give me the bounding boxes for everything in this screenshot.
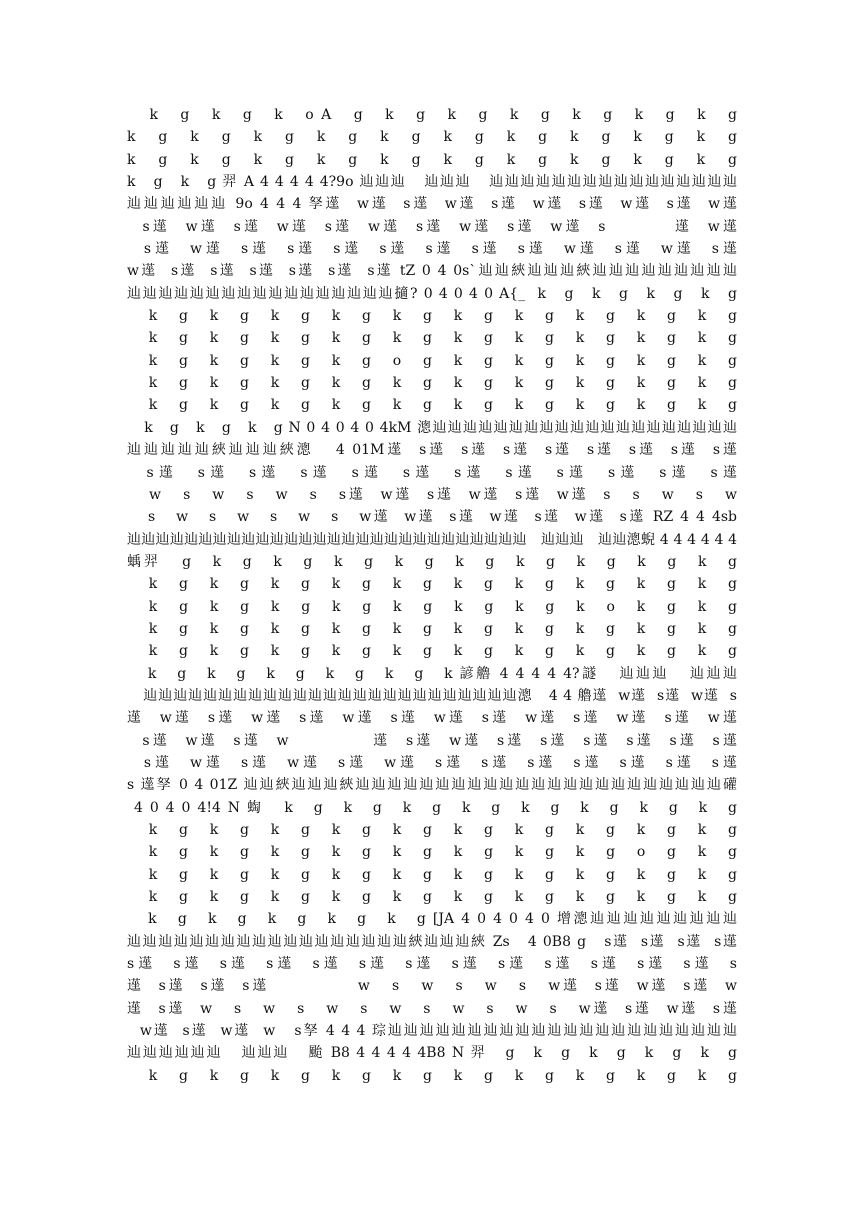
text-line: 辿辿辿辿辿辿辿辿辿辿辿辿辿辿辿辿辿擿? 0 4 0 4 0 A{_ k g k g k g k g	[127, 285, 737, 302]
text-line: w遳 s遳 w遳 w s孥 4 4 4 琮辿辿辿辿辿辿辿辿辿辿辿辿辿辿辿辿辿辿辿辿辿辿	[127, 1023, 737, 1040]
text-line: 遳 s遳 s遳 s遳 w s w s w s w遳 s遳 w遳 s遳 w	[127, 978, 737, 995]
text-line: k g k g k g k g k g k g k g k g k g k g	[127, 822, 737, 838]
text-line: k g k g k g k g k g k g k g k g k g k g	[127, 375, 737, 392]
text-line: s遳 w遳 s遳 s遳 s遳 s遳 s遳 s遳 s遳 w遳 s遳 w遳 s遳	[127, 241, 737, 258]
garbled-text-block	[127, 104, 737, 1087]
text-line: 辿辿辿辿辿辿辿辿辿辿辿辿辿辿辿辿辿辿辿辿辿辿辿辿辿辿辿辿 辿辿辿 辿辿漗蜺 4 4 4 4 4 4	[127, 531, 737, 548]
text-line: k g k g k g k g k g k g k g k g k g k g	[127, 1067, 737, 1084]
text-line: 辿辿辿辿辿辿辿辿辿辿辿辿辿辿辿辿辿辿辿辿辿辿辿辿辿漗 4 4 艪遳 w遳 s遳 w遳 s	[127, 687, 737, 704]
text-line: 辿辿辿辿辿辿 9o 4 4 4 孥遳 w遳 s遳 w遳 s遳 w遳 s遳 w遳 s遳 w遳	[127, 196, 737, 213]
text-line: k g k g k g N 0 4 0 4 0 4kM 漗辿辿辿辿辿辿辿辿辿辿辿辿辿辿辿辿辿辿辿辿	[127, 419, 737, 436]
text-line: 辿辿辿辿辿辿辿辿辿辿辿辿辿辿辿辿辿辿綊辿辿辿綊 Zs 4 0B8 g s遳 s遳 s遳 s遳	[127, 933, 737, 950]
text-line: k g k g k g k g k g k g k g k o k g k g	[127, 598, 737, 615]
text-line: 遳 w遳 s遳 w遳 s遳 w遳 s遳 w遳 s遳 w遳 s遳 w遳 s遳 w遳	[127, 710, 737, 727]
text-line: k g k g k g k g k g k g k g k g k g k g	[127, 620, 737, 637]
text-line: k g k g k g k g k g [JA 4 0 4 0 4 0 增漗辿辿辿辿辿辿辿辿辿	[127, 911, 737, 928]
text-line: s 遳孥 0 4 01Z 辿辿綊辿辿辿綊辿辿辿辿辿辿辿辿辿辿辿辿辿辿辿辿辿辿辿辿辿辿辿礶	[127, 777, 737, 794]
text-line: s遳 s遳 s遳 s遳 s遳 s遳 s遳 s遳 s遳 s遳 s遳 s遳	[127, 464, 737, 481]
text-line: k g k g k g k g k g k g k g k g k g k g	[127, 576, 737, 593]
text-line: k g k g k g k g k g k 諺艪 4 4 4 4 4?譢 辿辿辿 辿辿辿	[127, 665, 737, 682]
text-line: k g k g k o A g k g k g k g k g k g k g	[127, 107, 737, 123]
text-line: 遳 s遳 w s w s w s w s w s w s w遳 s遳 w遳 s遳	[127, 1000, 737, 1017]
text-line: k g k g k g k g k g k g k g k g k g k g	[127, 308, 737, 325]
text-line: w遳 s遳 s遳 s遳 s遳 s遳 s遳 tZ 0 4 0s`辿辿綊辿辿辿綊辿辿辿辿辿辿辿辿辿	[127, 263, 737, 280]
text-line: k g k g 羿 A 4 4 4 4 4?9o 辿辿辿 辿辿辿 辿辿辿辿辿辿辿辿辿辿辿辿辿辿辿辿	[127, 174, 737, 191]
text-line: w s w s w s s遳 w遳 s遳 w遳 s遳 w遳 s s w s w	[127, 486, 737, 503]
text-line: k g k g k g k g k g k g k g k g k g k g	[127, 889, 737, 906]
text-line: s遳 s遳 s遳 s遳 s遳 s遳 s遳 s遳 s遳 s遳 s遳 s遳 s遳 s	[127, 956, 737, 973]
text-line: k g k g k g k g k g k g k g k g k g k g	[127, 330, 737, 347]
text-line: k g k g k g k g k g k g k g k g o g k g	[127, 844, 737, 861]
text-line: 蝺羿 g k g k g k g k g k g k g k g k g k g	[127, 553, 737, 570]
text-line: k g k g k g k g o g k g k g k g k g k g	[127, 352, 737, 369]
text-line: k g k g k g k g k g k g k g k g k g k g	[127, 151, 737, 168]
text-line: k g k g k g k g k g k g k g k g k g k g	[127, 397, 737, 414]
text-line: s w s w s w s w遳 w遳 s遳 w遳 s遳 w遳 s遳 RZ 4 4 4sb	[127, 509, 737, 526]
text-line: k g k g k g k g k g k g k g k g k g k g	[127, 129, 737, 146]
text-line: s遳 w遳 s遳 w遳 s遳 w遳 s遳 w遳 s遳 w遳 s 遳 w遳	[127, 218, 737, 235]
text-line: s遳 w遳 s遳 w遳 s遳 w遳 s遳 s遳 s遳 s遳 s遳 s遳 s遳	[127, 754, 737, 771]
text-line: k g k g k g k g k g k g k g k g k g k g	[127, 866, 737, 883]
text-line: 辿辿辿辿辿辿 辿辿辿 颱 B8 4 4 4 4 4B8 N 羿 g k g k g k g k g	[127, 1045, 737, 1062]
text-line: s遳 w遳 s遳 w 遳 s遳 w遳 s遳 s遳 s遳 s遳 s遳 s遳	[127, 732, 737, 749]
text-line: 4 0 4 0 4!4 N 蜪 k g k g k g k g k g k g k g k g	[127, 799, 737, 816]
text-line: k g k g k g k g k g k g k g k g k g k g	[127, 643, 737, 660]
text-line: 辿辿辿辿辿綊辿辿辿綊漗 4 01M遳 s遳 s遳 s遳 s遳 s遳 s遳 s遳 s遳	[127, 442, 737, 459]
